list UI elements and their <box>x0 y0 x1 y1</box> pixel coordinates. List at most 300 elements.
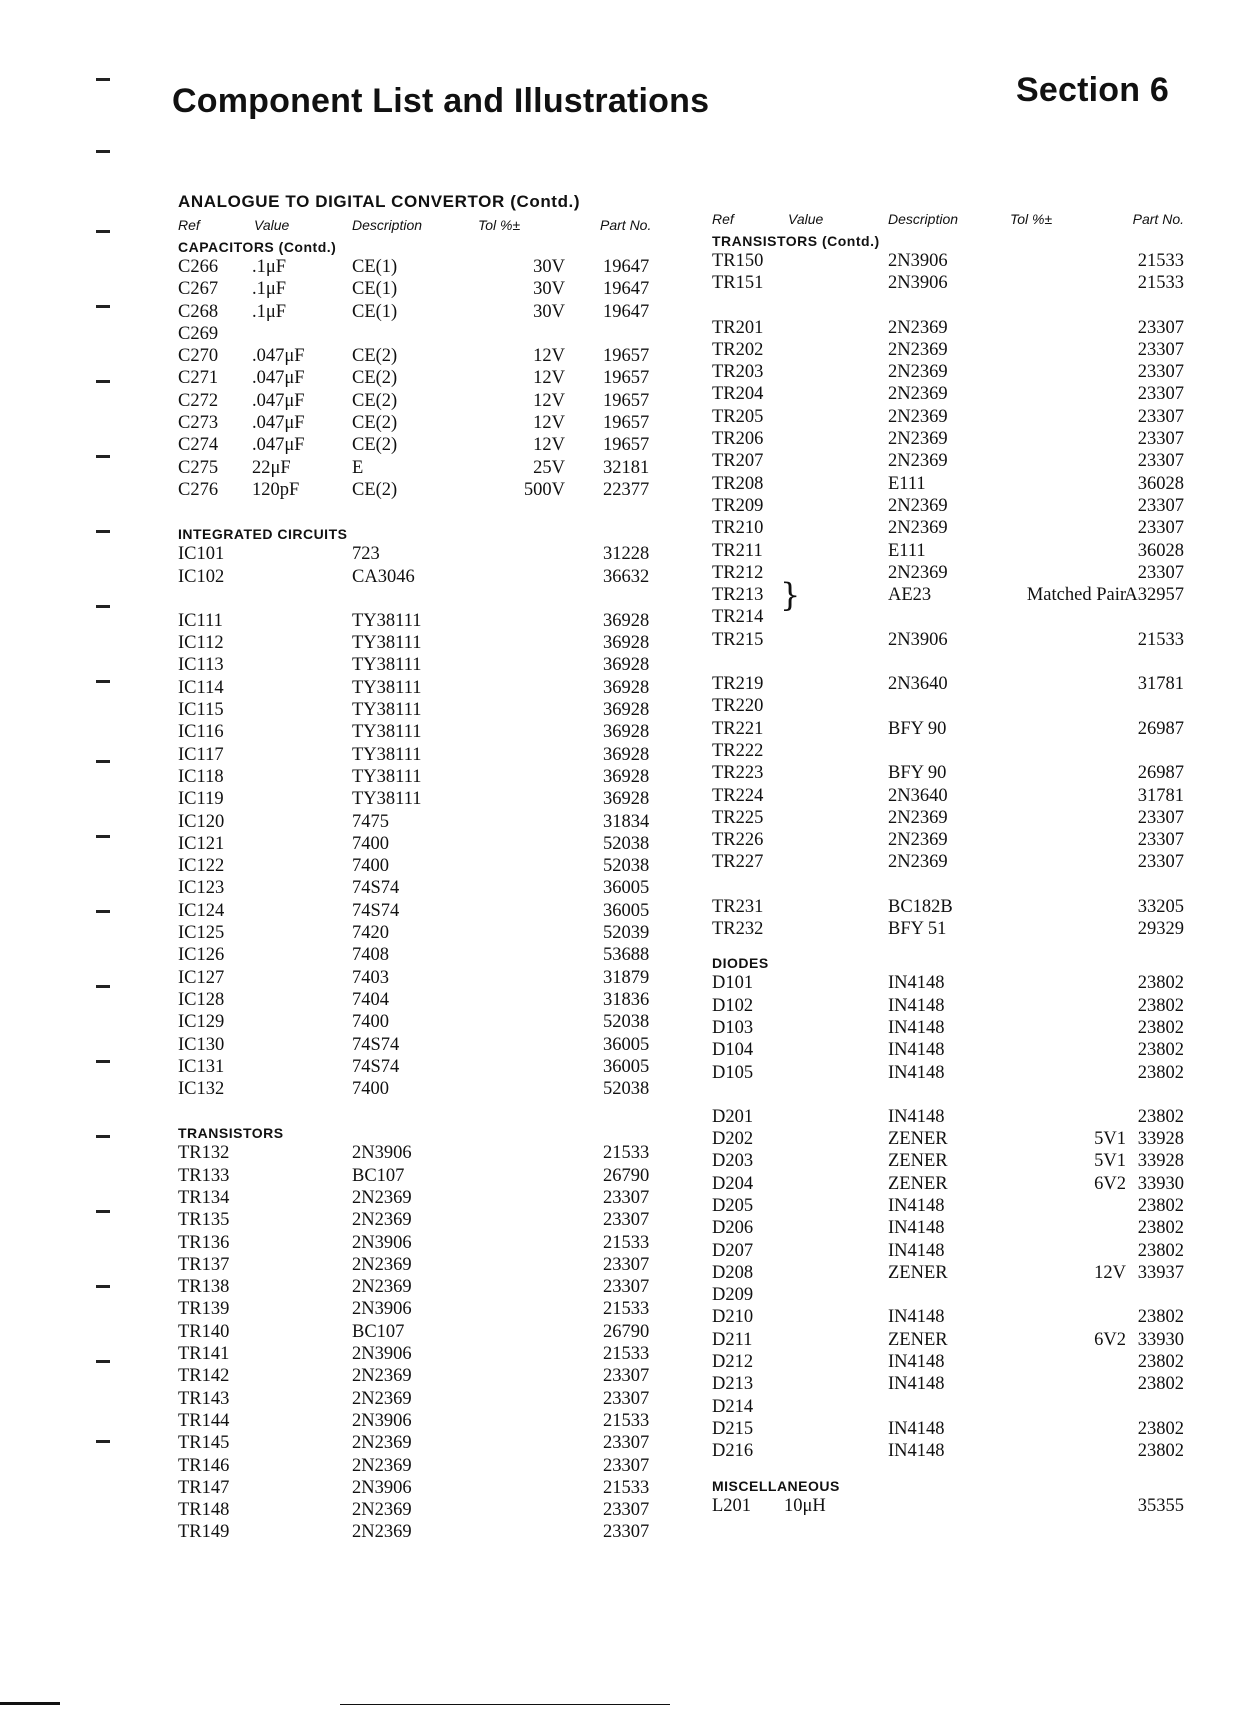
margin-mark <box>96 455 110 458</box>
table-row <box>178 457 680 479</box>
description-cell: 7400 <box>352 1012 389 1033</box>
ref-cell: C269 <box>178 323 219 344</box>
table-row <box>712 807 1184 829</box>
description-cell: 2N2369 <box>888 830 948 851</box>
table-row <box>178 345 680 367</box>
description-cell: 2N2369 <box>888 495 948 516</box>
table-row <box>712 1017 1184 1039</box>
section-heading: ANALOGUE TO DIGITAL CONVERTOR (Contd.) <box>178 192 581 211</box>
description-cell: TY38111 <box>352 677 422 698</box>
table-row <box>178 833 680 855</box>
description-cell: 2N2369 <box>888 852 948 873</box>
ref-cell: D204 <box>712 1173 754 1194</box>
ref-cell: IC115 <box>178 700 224 721</box>
ref-cell: D102 <box>712 995 754 1016</box>
table-row <box>712 1440 1184 1462</box>
col-value-header: Value <box>254 217 290 233</box>
table-row <box>178 788 680 810</box>
value-cell: .047μF <box>252 435 305 456</box>
part-number-cell: 23802 <box>1137 1418 1184 1439</box>
col-tolerance-header: Tol %± <box>478 217 521 233</box>
value-cell: 10μH <box>784 1495 826 1516</box>
col-tolerance-header: Tol %± <box>1010 211 1053 227</box>
ref-cell: C273 <box>178 413 219 434</box>
group-heading: CAPACITORS (Contd.) <box>178 239 337 255</box>
part-number-cell: 36005 <box>603 1034 650 1055</box>
description-cell: CE(2) <box>352 368 398 389</box>
value-cell: 22μF <box>252 457 291 478</box>
table-row <box>712 517 1184 539</box>
part-number-cell: 31879 <box>603 967 650 988</box>
description-cell: 7420 <box>352 923 389 944</box>
part-number-cell: 36928 <box>603 789 650 810</box>
tolerance-cell: 6V2 <box>1094 1173 1126 1194</box>
ref-cell: TR201 <box>712 317 764 338</box>
ref-cell: C271 <box>178 368 219 389</box>
table-row <box>178 1142 680 1164</box>
part-number-cell: 53688 <box>603 945 650 966</box>
tolerance-cell: 5V1 <box>1094 1129 1126 1150</box>
table-row <box>712 785 1184 807</box>
description-cell: CE(1) <box>352 257 398 277</box>
description-cell: CE(2) <box>352 390 398 411</box>
description-cell: TY38111 <box>352 610 422 631</box>
part-number-cell: 23802 <box>1137 995 1184 1016</box>
part-number-cell: 23307 <box>603 1388 650 1409</box>
part-number-cell: 36928 <box>603 633 650 654</box>
part-number-cell: 36928 <box>603 677 650 698</box>
col-description-header: Description <box>888 211 959 227</box>
table-row <box>712 718 1184 740</box>
ref-cell: IC113 <box>178 655 224 676</box>
table-row <box>178 900 680 922</box>
description-cell: 2N3906 <box>352 1143 412 1164</box>
part-number-cell: 23307 <box>1137 562 1184 583</box>
part-number-cell: 23802 <box>1137 1240 1184 1261</box>
group-spacer <box>178 1100 680 1122</box>
group-heading: TRANSISTORS <box>178 1125 284 1142</box>
column-headers <box>712 208 1184 230</box>
description-cell: CE(2) <box>352 346 398 367</box>
ref-cell: IC130 <box>178 1034 225 1055</box>
table-row <box>712 495 1184 517</box>
ref-cell: D203 <box>712 1151 754 1172</box>
part-number-cell: 19657 <box>603 413 650 434</box>
part-number-cell: 26987 <box>1137 718 1184 739</box>
value-cell: .047μF <box>252 413 305 434</box>
table-row <box>712 1329 1184 1351</box>
table-row <box>712 1495 1184 1517</box>
description-cell: TY38111 <box>352 700 422 721</box>
part-number-cell: 23307 <box>1137 518 1184 539</box>
margin-mark <box>96 78 110 81</box>
description-cell: CE(1) <box>352 301 398 322</box>
part-number-cell: 23307 <box>1137 429 1184 450</box>
part-number-cell: 33937 <box>1137 1262 1184 1283</box>
table-row <box>178 1056 680 1078</box>
part-number-cell: 23802 <box>1137 1307 1184 1328</box>
table-row <box>712 606 1184 628</box>
table-row <box>712 1262 1184 1284</box>
table-row <box>178 610 680 632</box>
table-row <box>178 1254 680 1276</box>
ref-cell: IC126 <box>178 945 225 966</box>
part-number-cell: 23802 <box>1137 1062 1184 1083</box>
description-cell: 7403 <box>352 967 389 988</box>
description-cell: 2N2369 <box>352 1277 412 1298</box>
value-cell: .047μF <box>252 368 305 389</box>
ref-cell: TR204 <box>712 384 764 405</box>
table-row <box>712 339 1184 361</box>
part-number-cell: 23307 <box>603 1187 650 1208</box>
margin-mark <box>96 1210 110 1213</box>
ref-cell: IC124 <box>178 900 225 921</box>
part-number-cell: 23802 <box>1137 1195 1184 1216</box>
part-number-cell: 23307 <box>603 1522 650 1543</box>
ref-cell: IC114 <box>178 677 224 698</box>
ref-cell: C266 <box>178 257 219 277</box>
ref-cell: TR132 <box>178 1143 230 1164</box>
part-number-cell: 52039 <box>603 923 650 944</box>
description-cell: 2N2369 <box>888 339 948 360</box>
ref-cell: C276 <box>178 479 219 500</box>
table-row <box>178 1477 680 1499</box>
part-number-cell: 23307 <box>1137 384 1184 405</box>
value-cell: .1μF <box>252 257 287 277</box>
description-cell: 2N2369 <box>888 429 948 450</box>
description-cell: 2N3906 <box>352 1410 412 1431</box>
description-cell: 2N2369 <box>888 451 948 472</box>
description-cell: 2N3640 <box>888 785 948 806</box>
ref-cell: IC111 <box>178 610 223 631</box>
description-cell: CE(2) <box>352 479 398 500</box>
col-ref-header: Ref <box>712 211 734 227</box>
part-number-cell: 23802 <box>1137 1106 1184 1127</box>
ref-cell: TR226 <box>712 830 764 851</box>
part-number-cell: 33928 <box>1137 1129 1184 1150</box>
part-number-cell: 36928 <box>603 744 650 765</box>
description-cell: 2N2369 <box>352 1455 412 1476</box>
description-cell: 74S74 <box>352 878 400 899</box>
description-cell: BFY 90 <box>888 718 947 739</box>
value-cell: .1μF <box>252 279 287 300</box>
ref-cell: D205 <box>712 1195 754 1216</box>
ref-cell: D101 <box>712 973 754 994</box>
description-cell: 2N3906 <box>352 1477 412 1498</box>
description-cell: TY38111 <box>352 744 422 765</box>
description-cell: IN4148 <box>888 1040 945 1061</box>
tolerance-cell: 12V <box>533 368 565 389</box>
table-row <box>178 811 680 833</box>
description-cell: CE(2) <box>352 413 398 434</box>
ref-cell: IC101 <box>178 544 225 565</box>
part-number-cell: 36028 <box>1137 540 1184 561</box>
tolerance-cell: 30V <box>533 279 565 300</box>
description-cell: TY38111 <box>352 766 422 787</box>
part-number-cell: 23802 <box>1137 1352 1184 1373</box>
ref-cell: TR147 <box>178 1477 230 1498</box>
row-spacer <box>712 651 1184 673</box>
part-number-cell: 23307 <box>1137 852 1184 873</box>
tolerance-cell: 500V <box>523 479 565 500</box>
value-cell: .047μF <box>252 390 305 411</box>
margin-mark <box>96 760 110 763</box>
ref-cell: TR144 <box>178 1410 230 1431</box>
ref-cell: IC125 <box>178 923 225 944</box>
table-row <box>178 1187 680 1209</box>
table-row <box>712 1062 1184 1084</box>
part-number-cell: 23307 <box>1137 495 1184 516</box>
part-number-cell: 36928 <box>603 610 650 631</box>
part-number-cell: 19657 <box>603 390 650 411</box>
tolerance-cell: 12V <box>533 390 565 411</box>
description-cell: 2N3906 <box>352 1344 412 1365</box>
description-cell: BFY 51 <box>888 919 947 940</box>
table-row <box>712 1106 1184 1128</box>
ref-cell: TR136 <box>178 1232 230 1253</box>
ref-cell: TR232 <box>712 919 764 940</box>
part-number-cell: 32181 <box>603 457 650 478</box>
ref-cell: D201 <box>712 1106 754 1127</box>
table-row <box>178 278 680 300</box>
ref-cell: D214 <box>712 1396 754 1417</box>
left-column <box>178 190 680 1544</box>
description-cell: E111 <box>888 540 926 561</box>
tolerance-cell: 12V <box>533 346 565 367</box>
table-row <box>178 323 680 345</box>
description-cell: 7475 <box>352 811 389 832</box>
table-row <box>178 1365 680 1387</box>
table-row <box>178 1078 680 1100</box>
ref-cell: TR205 <box>712 406 764 427</box>
ref-cell: TR150 <box>712 251 764 271</box>
table-row <box>178 744 680 766</box>
table-row <box>178 543 680 565</box>
description-cell: BC107 <box>352 1321 405 1342</box>
ref-cell: TR220 <box>712 696 764 717</box>
description-cell: 2N2369 <box>888 362 948 383</box>
ref-cell: TR212 <box>712 562 764 583</box>
page-title: Component List and Illustrations <box>172 82 710 120</box>
group-heading: DIODES <box>712 955 769 972</box>
description-cell: ZENER <box>888 1129 948 1150</box>
table-row <box>178 1499 680 1521</box>
col-description-header: Description <box>352 217 423 233</box>
ref-cell: D105 <box>712 1062 754 1083</box>
table-row <box>712 540 1184 562</box>
part-number-cell: 52038 <box>603 833 650 854</box>
table-row <box>712 450 1184 472</box>
table-row <box>178 944 680 966</box>
table-row <box>178 699 680 721</box>
group-heading: TRANSISTORS (Contd.) <box>712 233 880 249</box>
group-heading: INTEGRATED CIRCUITS <box>178 526 348 543</box>
ref-cell: C274 <box>178 435 219 456</box>
description-cell: 7404 <box>352 989 389 1010</box>
row-spacer <box>712 1084 1184 1106</box>
description-cell: BFY 90 <box>888 763 947 784</box>
margin-mark <box>96 1135 110 1138</box>
part-number-cell: 23307 <box>1137 406 1184 427</box>
table-row <box>178 1165 680 1187</box>
ref-cell: D202 <box>712 1129 754 1150</box>
part-number-cell: 33928 <box>1137 1151 1184 1172</box>
margin-mark <box>96 150 110 153</box>
part-number-cell: 23307 <box>603 1277 650 1298</box>
table-row <box>178 412 680 434</box>
ref-cell: IC123 <box>178 878 225 899</box>
table-row <box>178 855 680 877</box>
table-row <box>178 1298 680 1320</box>
table-row <box>178 877 680 899</box>
ref-cell: TR207 <box>712 451 764 472</box>
description-cell: IN4148 <box>888 1017 945 1038</box>
description-cell: 2N3906 <box>888 629 948 650</box>
col-partno-header: Part No. <box>600 217 652 233</box>
description-cell: E111 <box>888 473 926 494</box>
ref-cell: TR140 <box>178 1321 230 1342</box>
ref-cell: TR145 <box>178 1433 230 1454</box>
description-cell: 2N2369 <box>352 1433 412 1454</box>
group-spacer <box>712 940 1184 952</box>
part-number-cell: 23307 <box>1137 830 1184 851</box>
description-cell: AE23 <box>888 585 932 606</box>
table-row <box>712 250 1184 272</box>
ref-cell: TR148 <box>178 1500 230 1521</box>
ref-cell: IC121 <box>178 833 225 854</box>
ref-cell: TR214 <box>712 607 764 628</box>
part-number-cell: 22377 <box>603 479 650 500</box>
description-cell: TY38111 <box>352 789 422 810</box>
value-cell: .1μF <box>252 301 287 322</box>
part-number-cell: 23307 <box>1137 317 1184 338</box>
description-cell: IN4148 <box>888 1374 945 1395</box>
ref-cell: IC122 <box>178 856 225 877</box>
ref-cell: TR223 <box>712 763 764 784</box>
part-number-cell: 36928 <box>603 700 650 721</box>
table-row <box>712 851 1184 873</box>
tolerance-cell: 12V <box>533 413 565 434</box>
tolerance-cell: 25V <box>533 457 565 478</box>
table-row <box>712 1217 1184 1239</box>
margin-mark <box>96 1440 110 1443</box>
description-cell: IN4148 <box>888 1195 945 1216</box>
ref-cell: C267 <box>178 279 219 300</box>
description-cell: 7400 <box>352 833 389 854</box>
table-row <box>178 1455 680 1477</box>
table-row <box>712 1351 1184 1373</box>
description-cell: ZENER <box>888 1262 948 1283</box>
description-cell: ZENER <box>888 1151 948 1172</box>
ref-cell: IC129 <box>178 1012 225 1033</box>
part-number-cell: 35355 <box>1137 1495 1184 1516</box>
description-cell: 2N2369 <box>352 1388 412 1409</box>
table-row <box>178 1388 680 1410</box>
ref-cell: TR221 <box>712 718 764 739</box>
part-number-cell: 29329 <box>1137 919 1184 940</box>
part-number-cell: 36005 <box>603 1056 650 1077</box>
table-row <box>712 1396 1184 1418</box>
ref-cell: IC119 <box>178 789 224 810</box>
table-row <box>178 1209 680 1231</box>
table-row <box>712 1195 1184 1217</box>
part-number-cell: 23307 <box>1137 339 1184 360</box>
tolerance-cell: 30V <box>533 301 565 322</box>
table-row <box>712 406 1184 428</box>
table-row <box>712 1240 1184 1262</box>
table-row <box>178 566 680 588</box>
table-row <box>712 361 1184 383</box>
table-row <box>178 434 680 456</box>
part-number-cell: 21533 <box>603 1477 650 1498</box>
margin-mark <box>96 835 110 838</box>
description-cell: TY38111 <box>352 633 422 654</box>
table-row <box>712 896 1184 918</box>
table-row <box>178 1011 680 1033</box>
part-number-cell: 36928 <box>603 722 650 743</box>
ref-cell: TR137 <box>178 1254 230 1275</box>
ref-cell: TR139 <box>178 1299 230 1320</box>
ref-cell: D215 <box>712 1418 754 1439</box>
ref-cell: TR215 <box>712 629 764 650</box>
margin-mark <box>96 305 110 308</box>
ref-cell: TR227 <box>712 852 764 873</box>
ref-cell: IC132 <box>178 1079 225 1100</box>
ref-cell: TR213 <box>712 585 764 606</box>
table-row <box>712 629 1184 651</box>
ref-cell: TR134 <box>178 1187 230 1208</box>
ref-cell: TR133 <box>178 1165 230 1186</box>
table-row <box>178 1343 680 1365</box>
ref-cell: TR222 <box>712 740 764 761</box>
table-row <box>178 1276 680 1298</box>
table-row <box>712 1306 1184 1328</box>
part-number-cell: 21533 <box>603 1344 650 1365</box>
part-number-cell: 33930 <box>1137 1329 1184 1350</box>
ref-cell: D210 <box>712 1307 754 1328</box>
part-number-cell: 21533 <box>603 1410 650 1431</box>
margin-mark <box>96 230 110 233</box>
ref-cell: TR206 <box>712 429 764 450</box>
margin-mark <box>96 605 110 608</box>
ref-cell: IC128 <box>178 989 225 1010</box>
description-cell: 2N2369 <box>352 1366 412 1387</box>
part-number-cell: 21533 <box>1137 629 1184 650</box>
ref-cell: D208 <box>712 1262 754 1283</box>
table-row <box>712 1128 1184 1150</box>
part-number-cell: 36632 <box>603 566 650 587</box>
value-cell: .047μF <box>252 346 305 367</box>
table-row <box>712 428 1184 450</box>
ref-cell: IC127 <box>178 967 225 988</box>
description-cell: 74S74 <box>352 1034 400 1055</box>
part-number-cell: 23802 <box>1137 1441 1184 1462</box>
ref-cell: D207 <box>712 1240 754 1261</box>
description-cell: TY38111 <box>352 655 422 676</box>
margin-mark <box>96 530 110 533</box>
ref-cell: IC102 <box>178 566 225 587</box>
description-cell: IN4148 <box>888 973 945 994</box>
table-row <box>178 766 680 788</box>
ref-cell: TR209 <box>712 495 764 516</box>
part-number-cell: 23802 <box>1137 1040 1184 1061</box>
table-row <box>178 1321 680 1343</box>
ref-cell: D209 <box>712 1285 754 1306</box>
ref-cell: IC116 <box>178 722 224 743</box>
table-row <box>178 677 680 699</box>
tolerance-cell: 30V <box>533 257 565 277</box>
description-cell: 2N2369 <box>888 807 948 828</box>
